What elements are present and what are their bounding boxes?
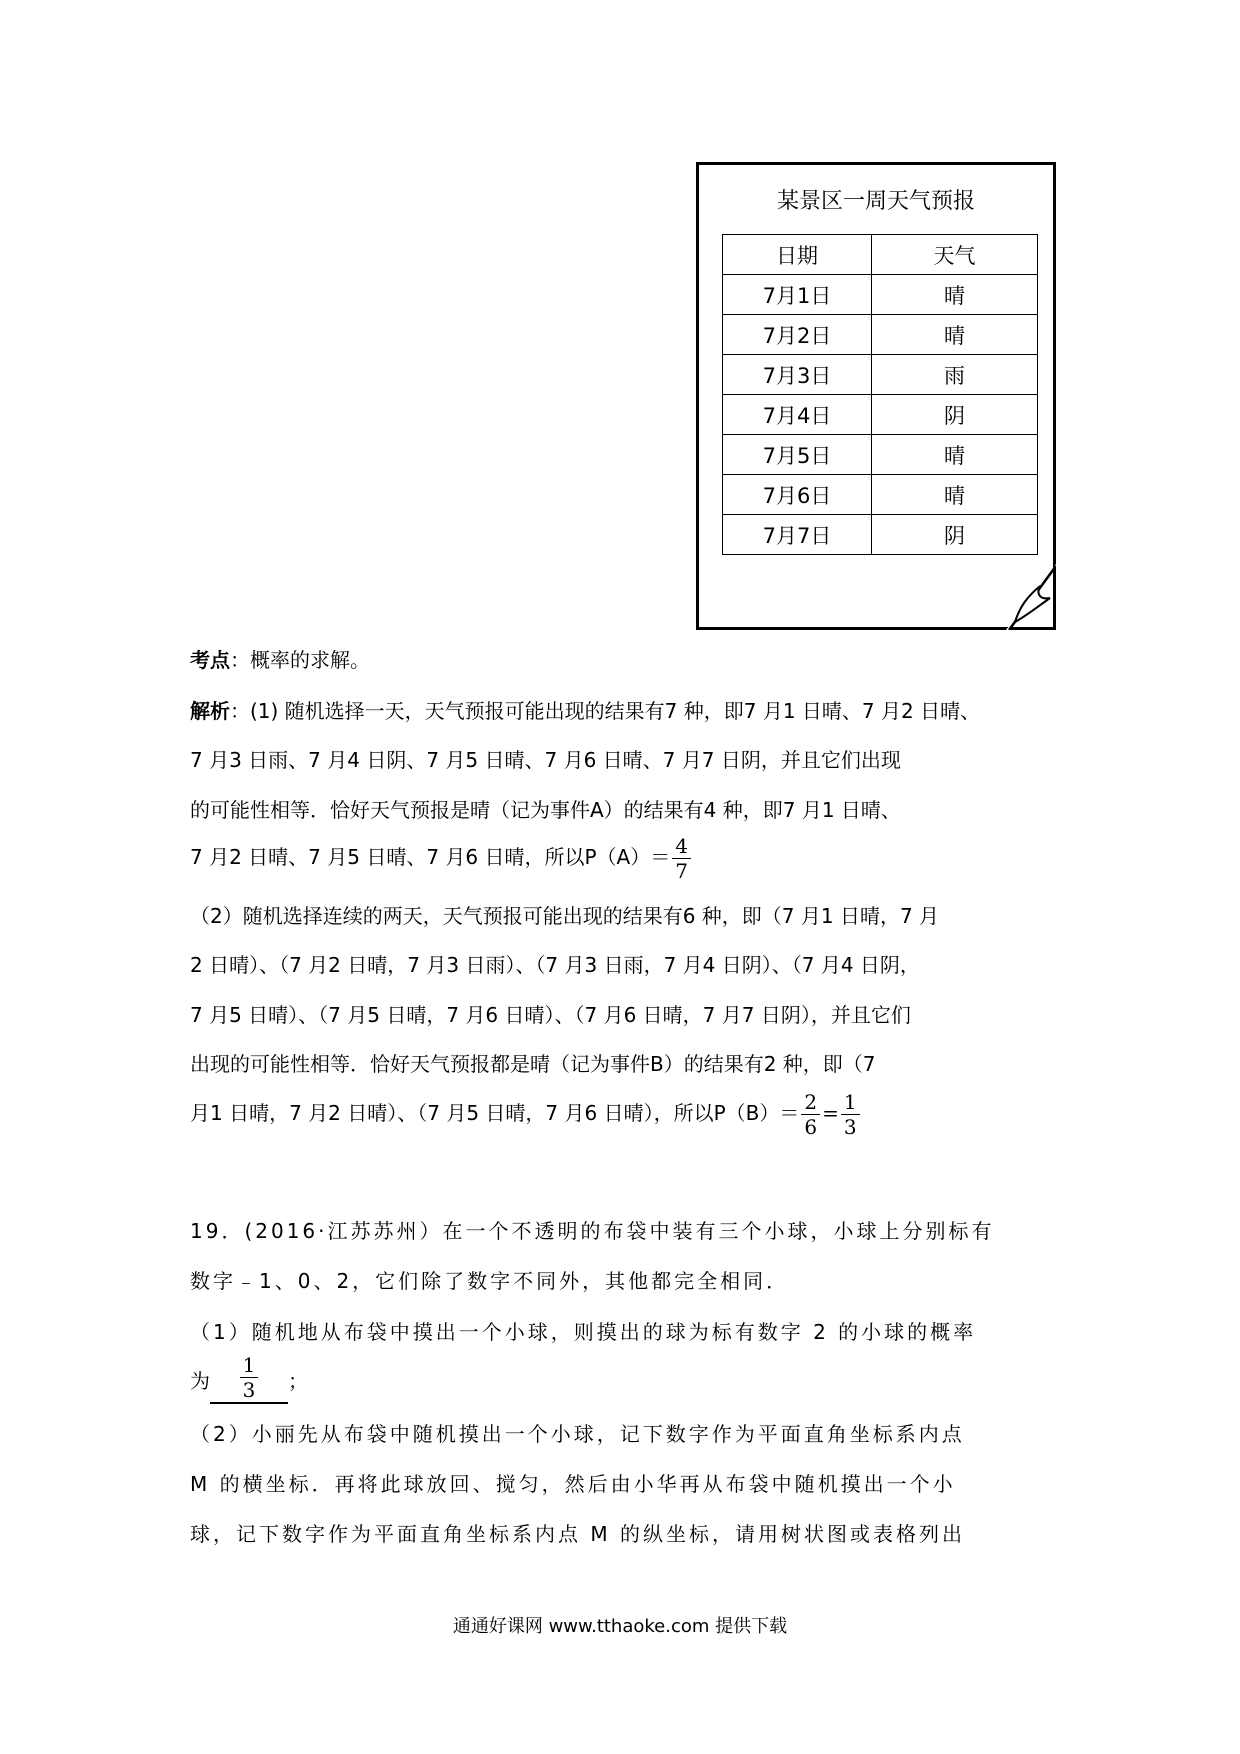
q19-line-3: （1）随机地从布袋中摸出一个小球，则摸出的球为标有数字 2 的小球的概率 (190, 1320, 977, 1344)
fraction-denominator: 6 (804, 1115, 818, 1139)
weather-table (722, 234, 1038, 555)
page-curl-icon (1006, 564, 1056, 630)
weather-cell: 晴 (872, 315, 1038, 355)
date-cell: 7月1日 (723, 275, 872, 315)
q19-prefix: 为 (190, 1369, 210, 1393)
fraction-denominator: 3 (843, 1115, 857, 1139)
jiexi-label: 解析 (190, 699, 230, 723)
answer-fraction (240, 1353, 259, 1402)
weather-cell: 雨 (872, 355, 1038, 395)
answer-blank (210, 1353, 288, 1404)
weather-cell: 阴 (872, 515, 1038, 555)
header-date: 日期 (723, 235, 872, 275)
date-cell: 7月4日 (723, 395, 872, 435)
table-header-row (723, 235, 1038, 275)
jiexi-line-1 (190, 697, 980, 725)
q19-line-5: （2）小丽先从布袋中随机摸出一个小球，记下数字作为平面直角坐标系内点 (190, 1422, 965, 1446)
q19-line-6: M 的横坐标．再将此球放回、搅匀，然后由小华再从布袋中随机摸出一个小 (190, 1472, 956, 1496)
weather-forecast-card (696, 162, 1056, 630)
jiexi-line-4 (190, 834, 693, 883)
jiexi-line-9 (190, 1090, 862, 1139)
table-row (723, 435, 1038, 475)
q19-line-2: 数字﹣1、0、2，它们除了数字不同外，其他都完全相同． (190, 1269, 790, 1293)
jiexi-line-8: 出现的可能性相等．恰好天气预报都是晴（记为事件B）的结果有2 种，即（7 (190, 1052, 876, 1076)
table-row (723, 355, 1038, 395)
table-row (723, 475, 1038, 515)
fraction-numerator: 2 (801, 1090, 820, 1115)
card-title: 某景区一周天气预报 (776, 189, 975, 214)
kaodian-line (190, 646, 370, 674)
jiexi-text-1: ：(1) 随机选择一天，天气预报可能出现的结果有7 种，即7 月1 日晴、7 月2 日晴、 (230, 699, 981, 723)
date-cell: 7月7日 (723, 515, 872, 555)
fraction-denominator: 3 (242, 1378, 256, 1402)
fraction-pb-1 (801, 1090, 820, 1139)
table-row (723, 515, 1038, 555)
date-cell: 7月6日 (723, 475, 872, 515)
date-cell: 7月2日 (723, 315, 872, 355)
fraction-numerator: 4 (672, 834, 691, 859)
jiexi-line-6: 2 日晴）、（7 月2 日晴，7 月3 日雨）、（7 月3 日雨，7 月4 日阴）、（7 月4 日阴， (190, 953, 920, 977)
kaodian-text: ：概率的求解。 (230, 648, 370, 672)
q19-suffix: ； (288, 1369, 308, 1393)
jiexi-text-9: 月1 日晴，7 月2 日晴）、（7 月5 日晴，7 月6 日晴），所以P（B）＝ (190, 1101, 800, 1125)
page-footer: 通通好课网 www.tthaoke.com 提供下载 (452, 1616, 788, 1637)
jiexi-text-4: 7 月2 日晴、7 月5 日晴、7 月6 日晴，所以P（A）＝ (190, 845, 671, 869)
jiexi-line-3: 的可能性相等．恰好天气预报是晴（记为事件A）的结果有4 种，即7 月1 日晴、 (190, 798, 901, 822)
jiexi-line-7: 7 月5 日晴）、（7 月5 日晴，7 月6 日晴）、（7 月6 日晴，7 月7 日阴），并且它们 (190, 1003, 911, 1027)
fraction-denominator: 7 (675, 859, 688, 883)
date-cell: 7月3日 (723, 355, 872, 395)
jiexi-line-2: 7 月3 日雨、7 月4 日阴、7 月5 日晴、7 月6 日晴、7 月7 日阴，并且它们出现 (190, 748, 901, 772)
date-cell: 7月5日 (723, 435, 872, 475)
kaodian-label: 考点 (190, 648, 230, 672)
weather-cell: 晴 (872, 475, 1038, 515)
header-weather: 天气 (872, 235, 1038, 275)
table-row (723, 275, 1038, 315)
weather-cell: 晴 (872, 275, 1038, 315)
q19-line-4 (190, 1353, 308, 1408)
weather-cell: 晴 (872, 435, 1038, 475)
q19-line-1: 19．(2016·江苏苏州）在一个不透明的布袋中装有三个小球，小球上分别标有 (190, 1219, 995, 1243)
q19-line-7: 球，记下数字作为平面直角坐标系内点 M 的纵坐标，请用树状图或表格列出 (190, 1522, 965, 1546)
fraction-pa (672, 834, 691, 883)
fraction-pb-2 (841, 1090, 860, 1139)
equals-sign: = (822, 1101, 839, 1125)
weather-cell: 阴 (872, 395, 1038, 435)
table-row (723, 315, 1038, 355)
fraction-numerator: 1 (841, 1090, 860, 1115)
jiexi-line-5: （2）随机选择连续的两天，天气预报可能出现的结果有6 种，即（7 月1 日晴，7 月 (190, 904, 940, 928)
fraction-numerator: 1 (240, 1353, 259, 1378)
table-row (723, 395, 1038, 435)
